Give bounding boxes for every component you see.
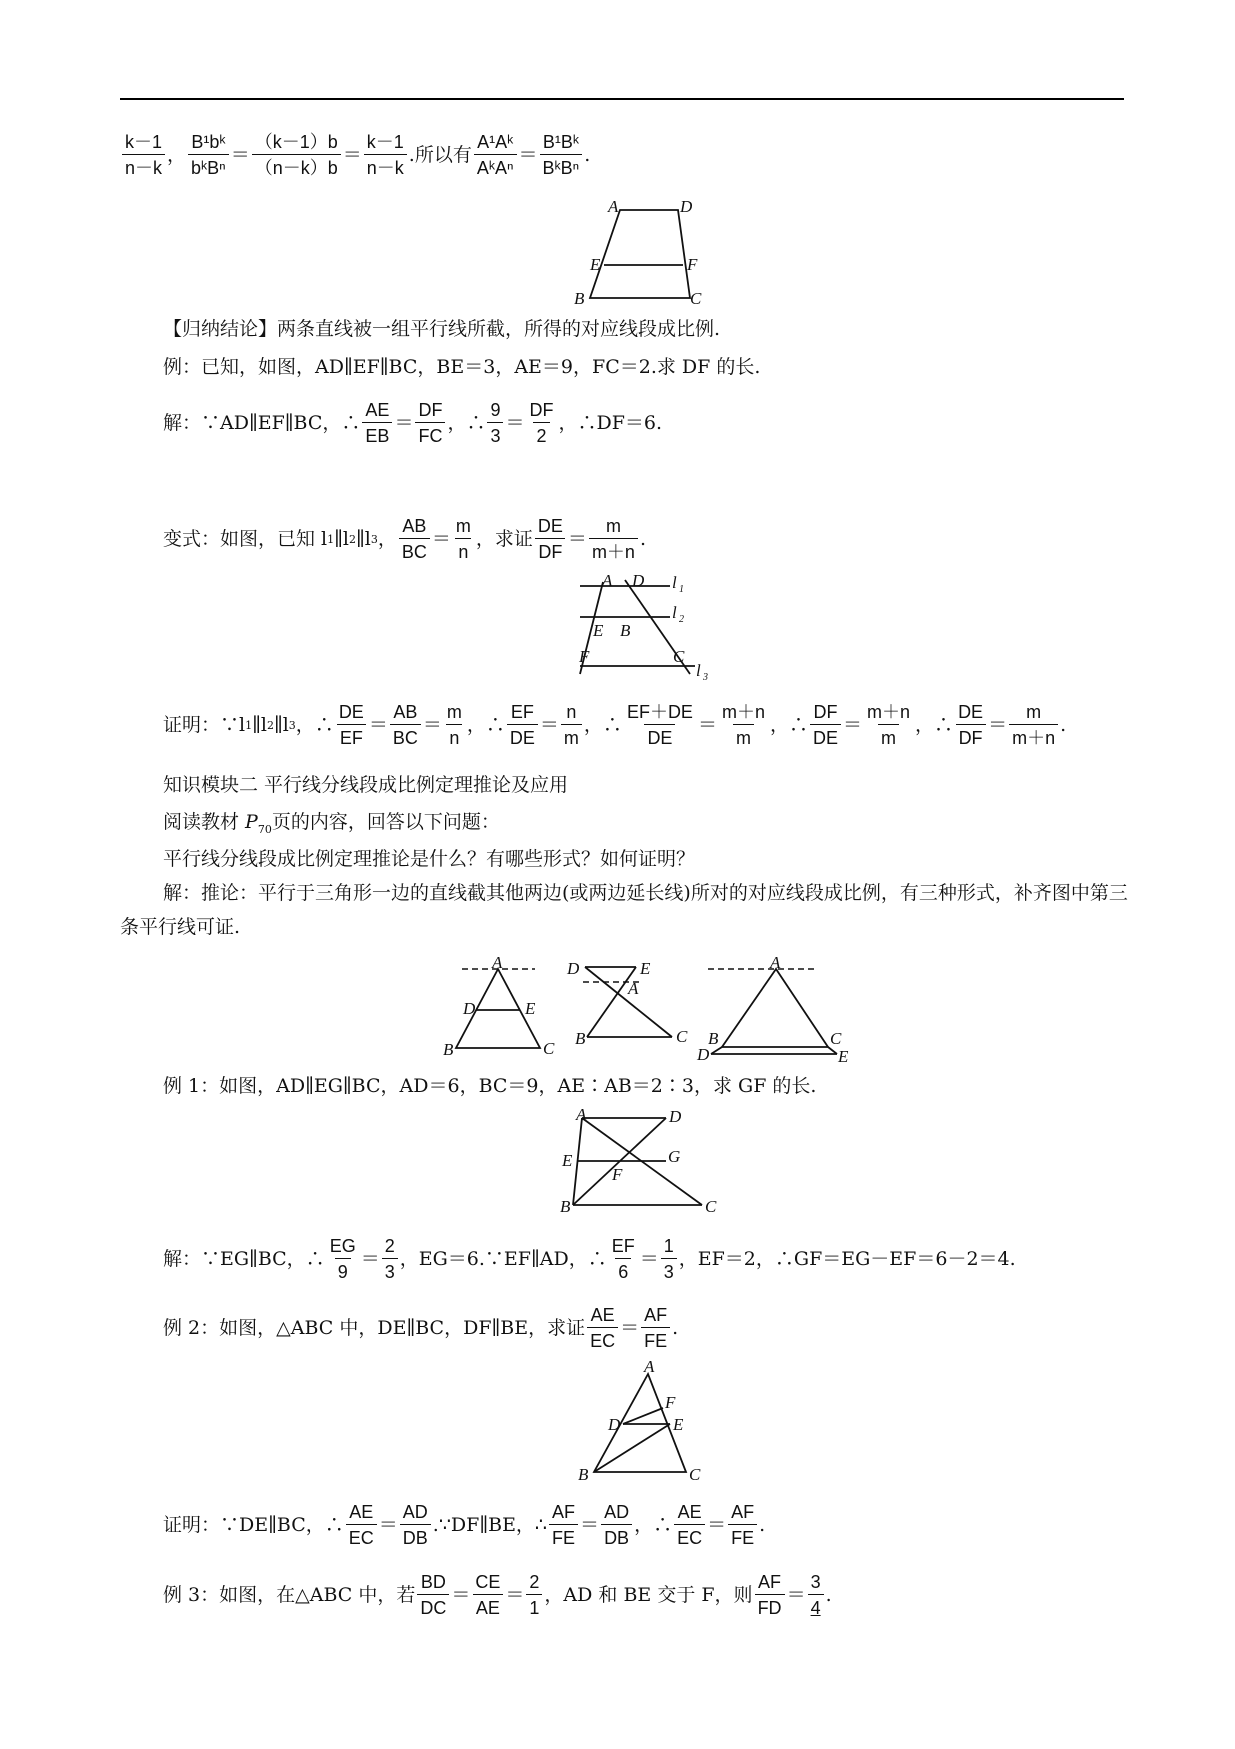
fraction: $\frac{\text{B¹Bᵏ}}{\text{BᵏBⁿ}}$ bbox=[540, 132, 583, 178]
label-a: A bbox=[492, 953, 503, 972]
trapezoid-figure bbox=[574, 197, 702, 310]
fraction: $\frac{DF}{DE}$ bbox=[810, 702, 841, 748]
label-g: G bbox=[668, 1147, 681, 1166]
fraction: $\frac{AF}{FD}$ bbox=[755, 1572, 785, 1618]
text: . bbox=[584, 143, 591, 166]
text: . bbox=[1060, 713, 1067, 736]
equals: ＝ bbox=[360, 1248, 380, 1270]
fraction: $\frac{k-1}{n-k}$ bbox=[122, 132, 165, 178]
answer: 解：推论：平行于三角形一边的直线截其他两边(或两边延长线)所对的对应线段成比例，有三种形式，补齐图中第三条平行线可证. bbox=[120, 882, 1128, 938]
label-l: l bbox=[672, 573, 677, 592]
equals: ＝ bbox=[620, 1317, 640, 1339]
text: ， bbox=[377, 527, 397, 550]
label-c: C bbox=[690, 289, 702, 308]
equals: ＝ bbox=[580, 1514, 600, 1536]
equals: ＝ bbox=[378, 1514, 398, 1536]
label-l: l bbox=[672, 603, 677, 622]
text: ，EG＝6.∵EF∥AD，∴ bbox=[399, 1247, 607, 1270]
label-a: A bbox=[770, 953, 781, 972]
section-heading: 知识模块二 平行线分线段成比例定理推论及应用 bbox=[163, 774, 569, 796]
fraction: $\frac{AE}{EB}$ bbox=[362, 400, 392, 446]
example-3 bbox=[163, 1572, 832, 1618]
fraction: $\frac{k-1}{n-k}$ bbox=[364, 132, 407, 178]
text: ，∴ bbox=[915, 713, 954, 736]
fraction: $\frac{1}{3}$ bbox=[661, 1236, 677, 1282]
label-e: E bbox=[838, 1047, 849, 1066]
fraction: $\frac{(k-1)b}{(n-k)b}$ bbox=[252, 132, 341, 178]
label-f: F bbox=[612, 1165, 623, 1184]
text: 变式：如图，已知 l bbox=[163, 527, 328, 550]
text: ，∴DF＝6. bbox=[558, 411, 663, 434]
question: 平行线分线段成比例定理推论是什么？有哪些形式？如何证明？ bbox=[163, 848, 696, 870]
label-a: A bbox=[576, 1105, 587, 1124]
fraction: $\frac{DE}{DF}$ bbox=[955, 702, 986, 748]
subscript: 1 bbox=[327, 532, 335, 546]
label-e: E bbox=[593, 621, 604, 640]
label-d: D bbox=[567, 959, 580, 978]
equals: ＝ bbox=[422, 714, 442, 736]
fraction: $\frac{m+n}{m}$ bbox=[867, 702, 911, 748]
label-b: B bbox=[575, 1029, 586, 1048]
text: ，EF＝2，∴GF＝EG－EF＝6－2＝4. bbox=[678, 1247, 1016, 1270]
conclusion: 【归纳结论】两条直线被一组平行线所截，所得的对应线段成比例. bbox=[163, 318, 721, 340]
fraction: $\frac{AB}{BC}$ bbox=[399, 516, 430, 562]
fraction: $\frac{2}{3}$ bbox=[382, 1236, 398, 1282]
fraction: $\frac{AB}{BC}$ bbox=[390, 702, 421, 748]
text: ∥l bbox=[334, 527, 349, 550]
label-d: D bbox=[632, 571, 645, 590]
label-c: C bbox=[543, 1039, 555, 1058]
example-text: 例：已知，如图，AD∥EF∥BC，BE＝3，AE＝9，FC＝2.求 DF 的长. bbox=[163, 356, 761, 378]
text: .所以有 bbox=[408, 143, 472, 166]
label-f: F bbox=[665, 1393, 676, 1412]
equals: ＝ bbox=[707, 1514, 727, 1536]
fraction: $\frac{\text{B¹bᵏ}}{\text{bᵏBⁿ}}$ bbox=[188, 132, 229, 178]
text: 例 2：如图，△ABC 中，DE∥BC，DF∥BE，求证 bbox=[163, 1316, 586, 1339]
text: 例 3：如图，在△ABC 中，若 bbox=[163, 1583, 416, 1606]
fraction: $\frac{m}{n}$ bbox=[455, 516, 471, 562]
header-rule bbox=[120, 98, 1124, 100]
equals: ＝ bbox=[518, 144, 538, 166]
text: ，∴ bbox=[634, 1513, 673, 1536]
triangle-parallel-figure bbox=[578, 1357, 716, 1484]
label-b: B bbox=[620, 621, 631, 640]
fraction: $\frac{AF}{FE}$ bbox=[549, 1502, 578, 1548]
example-2 bbox=[163, 1305, 678, 1351]
label-d: D bbox=[463, 999, 476, 1018]
label-c: C bbox=[689, 1465, 701, 1484]
label-f: F bbox=[579, 647, 590, 666]
fraction: $\frac{m}{m+n}$ bbox=[589, 516, 638, 562]
text: ，AD 和 BE 交于 F，则 bbox=[544, 1583, 753, 1606]
text: ，∴ bbox=[466, 713, 505, 736]
text: ∥l bbox=[252, 713, 267, 736]
label-b: B bbox=[708, 1029, 719, 1048]
text: . bbox=[639, 527, 646, 550]
label-a: A bbox=[602, 571, 613, 590]
fraction: $\frac{9}{3}$ bbox=[487, 400, 503, 446]
text: 证明：∵DE∥BC，∴ bbox=[163, 1513, 344, 1536]
label-l-sub: 1 bbox=[679, 584, 684, 595]
fraction: $\frac{2}{1}$ bbox=[526, 1572, 542, 1618]
fraction: $\frac{AE}{EC}$ bbox=[346, 1502, 377, 1548]
equals: ＝ bbox=[230, 144, 250, 166]
text: ∥l bbox=[355, 527, 371, 550]
equals: ＝ bbox=[451, 1584, 471, 1606]
answer-fraction: $\frac{3}{4}$ bbox=[808, 1572, 824, 1618]
equals: ＝ bbox=[567, 528, 587, 550]
fraction: $\frac{CE}{AE}$ bbox=[472, 1572, 503, 1618]
fraction: $\frac{m+n}{m}$ bbox=[721, 702, 765, 748]
label-c: C bbox=[673, 647, 685, 666]
equals: ＝ bbox=[697, 714, 717, 736]
three-triangles-figure bbox=[440, 953, 850, 1066]
text: .∵DF∥BE，∴ bbox=[432, 1513, 548, 1536]
equals: ＝ bbox=[342, 144, 362, 166]
equals: ＝ bbox=[639, 1248, 659, 1270]
fraction: $\frac{BD}{DC}$ bbox=[417, 1572, 449, 1618]
fraction: $\frac{EG}{9}$ bbox=[329, 1236, 356, 1282]
text: 解：∵AD∥EF∥BC，∴ bbox=[163, 411, 361, 434]
label-c: C bbox=[705, 1197, 717, 1216]
label-e: E bbox=[590, 255, 601, 274]
text: ∥l bbox=[273, 713, 289, 736]
label-b: B bbox=[578, 1465, 589, 1484]
solution-line bbox=[163, 400, 662, 446]
subscript: 3 bbox=[288, 718, 296, 732]
label-d: D bbox=[669, 1107, 682, 1126]
subscript: 1 bbox=[245, 718, 253, 732]
label-d: D bbox=[697, 1045, 710, 1064]
proof-2 bbox=[163, 1502, 765, 1548]
fraction: $\frac{AE}{EC}$ bbox=[674, 1502, 705, 1548]
text: 证明：∵l bbox=[163, 713, 246, 736]
equals: ＝ bbox=[431, 528, 451, 550]
label-l-sub: 2 bbox=[679, 614, 684, 625]
label-e: E bbox=[562, 1151, 573, 1170]
label-l: l bbox=[696, 661, 701, 680]
fraction: $\frac{DE}{EF}$ bbox=[338, 702, 364, 748]
label-e: E bbox=[640, 959, 651, 978]
fraction: $\frac{EF}{DE}$ bbox=[507, 702, 538, 748]
fraction: $\frac{EF+DE}{DE}$ bbox=[626, 702, 693, 748]
fraction: $\frac{AE}{EC}$ bbox=[587, 1305, 618, 1351]
text: ，∴ bbox=[295, 713, 334, 736]
label-f: F bbox=[687, 255, 698, 274]
label-a: A bbox=[608, 197, 619, 216]
text: . bbox=[759, 1513, 766, 1536]
text: P bbox=[245, 811, 258, 833]
equals: ＝ bbox=[394, 412, 414, 434]
equals: ＝ bbox=[843, 714, 863, 736]
label-l-sub: 3 bbox=[703, 672, 708, 683]
label-b: B bbox=[443, 1040, 454, 1059]
fraction: $\frac{DE}{DF}$ bbox=[535, 516, 566, 562]
text: ，∴ bbox=[769, 713, 808, 736]
subscript: 2 bbox=[266, 718, 274, 732]
fraction: $\frac{m}{m+n}$ bbox=[1009, 702, 1058, 748]
text: ，求证 bbox=[475, 527, 533, 550]
fraction: $\frac{AF}{FE}$ bbox=[728, 1502, 757, 1548]
text: 解：∵EG∥BC，∴ bbox=[163, 1247, 325, 1270]
text: . bbox=[672, 1316, 679, 1339]
text: ， bbox=[167, 143, 187, 166]
ratio-line bbox=[120, 132, 590, 178]
label-d: D bbox=[680, 197, 693, 216]
subscript: 70 bbox=[257, 822, 272, 836]
equals: ＝ bbox=[368, 714, 388, 736]
fraction: $\frac{m}{n}$ bbox=[446, 702, 462, 748]
fraction: $\frac{EF}{6}$ bbox=[611, 1236, 635, 1282]
label-c: C bbox=[676, 1027, 688, 1046]
proof-line bbox=[163, 702, 1066, 748]
reading-instruction bbox=[163, 813, 500, 835]
fraction: $\frac{AF}{FE}$ bbox=[641, 1305, 670, 1351]
trapezoid-diagonal-figure bbox=[560, 1105, 728, 1220]
label-c: C bbox=[830, 1029, 842, 1048]
example-1: 例 1：如图，AD∥EG∥BC，AD＝6，BC＝9，AE∶AB＝2∶3，求 GF 的长. bbox=[163, 1075, 817, 1097]
parallel-lines-figure bbox=[575, 572, 715, 682]
solution-1 bbox=[163, 1236, 1016, 1282]
label-e: E bbox=[525, 999, 536, 1018]
equals: ＝ bbox=[539, 714, 559, 736]
label-a: A bbox=[644, 1357, 655, 1376]
text: 页的内容，回答以下问题： bbox=[271, 811, 500, 833]
text: ，∴ bbox=[583, 713, 622, 736]
equals: ＝ bbox=[988, 714, 1008, 736]
fraction: $\frac{\text{A¹Aᵏ}}{\text{AᵏAⁿ}}$ bbox=[474, 132, 517, 178]
subscript: 2 bbox=[348, 532, 356, 546]
label-b: B bbox=[560, 1197, 571, 1216]
text: ，∴ bbox=[447, 411, 486, 434]
text: 阅读教材 bbox=[163, 811, 246, 833]
text: . bbox=[825, 1583, 832, 1606]
label-a: A bbox=[628, 979, 639, 998]
label-e: E bbox=[673, 1415, 684, 1434]
equals: ＝ bbox=[505, 412, 525, 434]
label-b: B bbox=[574, 289, 585, 308]
equals: ＝ bbox=[505, 1584, 525, 1606]
label-d: D bbox=[608, 1415, 621, 1434]
fraction: $\frac{DF}{2}$ bbox=[529, 400, 554, 446]
equals: ＝ bbox=[786, 1584, 806, 1606]
subscript: 3 bbox=[370, 532, 378, 546]
variant-line bbox=[163, 516, 646, 562]
fraction: $\frac{n}{m}$ bbox=[561, 702, 582, 748]
fraction: $\frac{DF}{FC}$ bbox=[415, 400, 445, 446]
fraction: $\frac{AD}{DB}$ bbox=[601, 1502, 632, 1548]
fraction: $\frac{AD}{DB}$ bbox=[400, 1502, 431, 1548]
